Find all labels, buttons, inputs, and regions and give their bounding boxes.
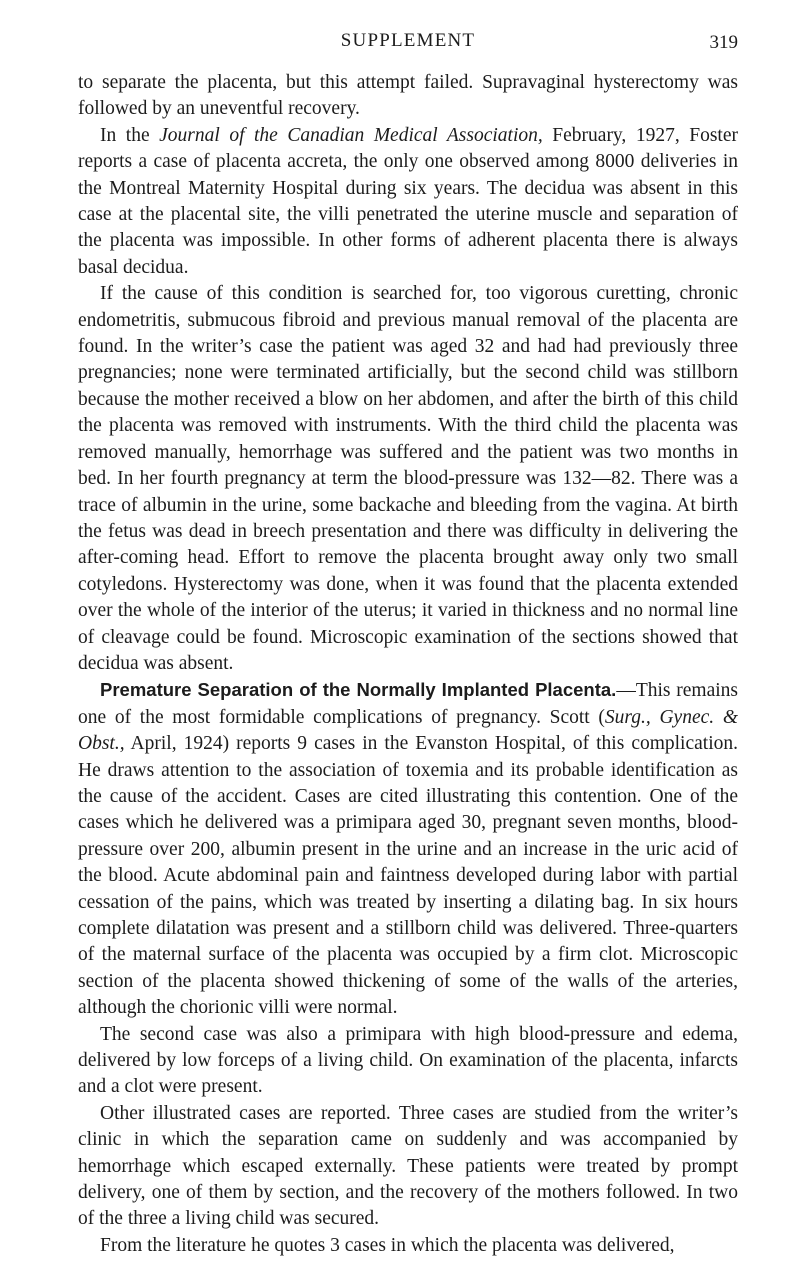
paragraph-other-cases — [78, 1101, 738, 1233]
paragraph-premature-separation — [78, 677, 738, 1021]
paragraph-continued — [78, 70, 738, 123]
paragraph-text: Other illustrated cases are reported. Three cases are studied from the writer’s clinic in which the separation came on suddenly and was accompanied by hemorrhage which escaped externally. These patients were treated by prompt delivery, one of them by section, and the recovery of the mothers followed. In two of the three a living child was secured. — [78, 1102, 738, 1230]
section-heading: Premature Separation of the Normally Implanted Placenta. — [100, 679, 617, 701]
paragraph-foster-report — [78, 123, 738, 281]
running-head: SUPPLEMENT — [340, 30, 476, 51]
paragraph-literature — [78, 1233, 738, 1259]
body-text — [78, 70, 738, 1259]
paragraph-text-end: February, 1927, Foster reports a case of placenta accreta, the only one observed among 8000 deliveries in the Montreal Maternity Hospital during six years. The decidua was absent in this case at the placental site, the villi penetrated the uterine muscle and separation of the placenta was impossible. In other forms of adherent placenta there is always basal decidua. — [78, 124, 738, 278]
journal-title: Surg., Gynec. & Obst., — [78, 706, 738, 755]
paragraph-text-start: —This remains one of the most formidable complications of pregnancy. Scott ( — [78, 680, 738, 728]
journal-title: Journal of the Canadian Medical Association, — [159, 124, 543, 146]
page-number: 319 — [709, 32, 738, 53]
paragraph-text-end: April, 1924) reports 9 cases in the Evanston Hospital, of this complication. He draws attention to the association of toxemia and its probable identification as the cause of the accident. Cases are cited illustrating this contention. One of the cases which he delivered was a primipara aged 30, pregnant seven months, blood-pressure over 200, albumin present in the urine and an increase in the uric acid of the blood. Acute abdominal pain and faintness developed during labor with partial cessation of the pains, which was treated by inserting a dilating bag. In six hours complete dilatation was present and a stillborn child was delivered. Three-quarters of the maternal surface of the placenta was occupied by a firm clot. Microscopic section of the placenta showed thickening of some of the walls of the arteries, although the chorionic villi were normal. — [78, 733, 738, 1019]
paragraph-text-start: In the — [100, 124, 160, 146]
paragraph-text: From the literature he quotes 3 cases in which the placenta was delivered, — [100, 1234, 675, 1256]
paragraph-text: to separate the placenta, but this attempt failed. Supravaginal hysterectomy was followed by an uneventful recovery. — [78, 72, 738, 120]
paragraph-text: If the cause of this condition is searched for, too vigorous curetting, chronic endometritis, submucous fibroid and previous manual removal of the placenta are found. In the writer’s case the patient was aged 32 and had had previously three pregnancies; none were terminated artificially, but the second child was stillborn because the mother received a blow on her abdomen, and after the birth of this child the placenta was removed with instruments. With the third child the placenta was removed manually, hemorrhage was suffered and the patient was two months in bed. In her fourth pregnancy at term the blood-pressure was 132—82. There was a trace of albumin in the urine, some backache and bleeding from the vagina. At birth the fetus was dead in breech presentation and there was difficulty in delivering the after-coming head. Effort to remove the placenta brought away only two small cotyledons. Hysterectomy was done, when it was found that the placenta extended over the whole of the interior of the uterus; it varied in thickness and no normal line of cleavage could be found. Microscopic examination of the sections showed that decidua was absent. — [78, 283, 738, 674]
book-page — [78, 30, 738, 1259]
paragraph-text: The second case was also a primipara with high blood-pressure and edema, delivered by low forceps of a living child. On examination of the placenta, infarcts and a clot were present. — [78, 1023, 738, 1098]
paragraph-writers-case — [78, 281, 738, 677]
page-header — [78, 30, 738, 70]
paragraph-second-case — [78, 1022, 738, 1101]
